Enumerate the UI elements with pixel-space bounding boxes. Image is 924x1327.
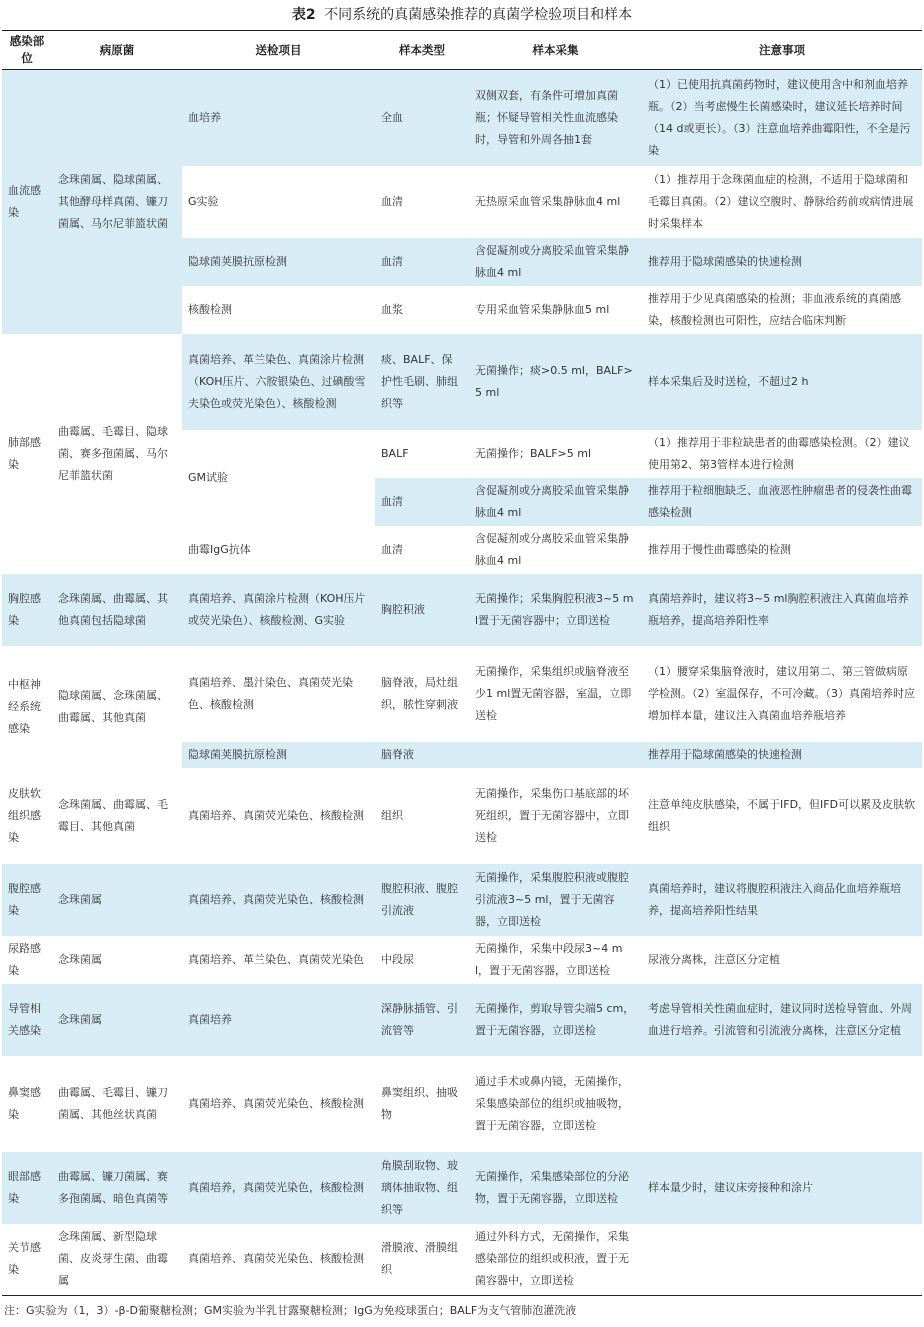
pathogen-cell: 念珠菌属 bbox=[52, 984, 182, 1056]
item-cell: 核酸检测 bbox=[182, 286, 375, 334]
collect-cell: 含促凝剂或分离胶采血管采集静脉血4 ml bbox=[469, 238, 642, 286]
fungal-test-table bbox=[2, 30, 922, 1296]
site-cell: 导管相关感染 bbox=[2, 984, 52, 1056]
note-cell: 推荐用于隐球菌感染的快速检测 bbox=[642, 742, 922, 768]
item-cell: 真菌培养、真菌荧光染色、核酸检测 bbox=[182, 768, 375, 864]
header-pathogen: 病原菌 bbox=[52, 31, 182, 70]
collect-cell: 通过手术或鼻内镜，无菌操作，采集感染部位的组织或抽吸物，置于无菌容器，立即送检 bbox=[469, 1056, 642, 1152]
sample-cell: 角膜刮取物、玻璃体抽取物、组织等 bbox=[375, 1152, 469, 1224]
note-cell: 推荐用于粒细胞缺乏、血液恶性肿瘤患者的侵袭性曲霉感染检测 bbox=[642, 478, 922, 526]
collect-cell: 含促凝剂或分离胶采血管采集静脉血4 ml bbox=[469, 478, 642, 526]
item-cell: G实验 bbox=[182, 166, 375, 238]
collect-cell: 无热原采血管采集静脉血4 ml bbox=[469, 166, 642, 238]
item-cell: 真菌培养、革兰染色、真菌涂片检测（KOH压片、六胺银染色、过碘酸雪夫染色或荧光染色）、核酸检测 bbox=[182, 334, 375, 430]
sample-cell: 中段尿 bbox=[375, 936, 469, 984]
item-cell: 隐球菌荚膜抗原检测 bbox=[182, 742, 375, 768]
note-cell bbox=[642, 1224, 922, 1296]
collect-cell: 无菌操作；采集胸腔积液3~5 ml置于无菌容器中；立即送检 bbox=[469, 574, 642, 646]
sample-cell: 全血 bbox=[375, 70, 469, 166]
sample-cell: 脑脊液，局灶组织，脓性穿刺液 bbox=[375, 646, 469, 742]
table-row bbox=[2, 1152, 922, 1224]
collect-cell: 无菌操作，采集组织或脑脊液至少1 ml置无菌容器，室温，立即送检 bbox=[469, 646, 642, 742]
item-cell: 隐球菌荚膜抗原检测 bbox=[182, 238, 375, 286]
item-cell: 真菌培养、革兰染色、真菌荧光染色 bbox=[182, 936, 375, 984]
sample-cell: 滑膜液、滑膜组织 bbox=[375, 1224, 469, 1296]
sample-cell: 组织 bbox=[375, 768, 469, 864]
collect-cell: 无菌操作，采集腹腔积液或腹腔引流液3~5 ml，置于无菌容器，立即送检 bbox=[469, 864, 642, 936]
header-site: 感染部位 bbox=[2, 31, 52, 70]
collect-cell: 专用采血管采集静脉血5 ml bbox=[469, 286, 642, 334]
pathogen-cell: 念珠菌属、隐球菌属、其他酵母样真菌、镰刀菌属、马尔尼菲篮状菌 bbox=[52, 70, 182, 334]
item-cell: GM试验 bbox=[182, 430, 375, 526]
site-cell: 皮肤软组织感染 bbox=[2, 768, 52, 864]
header-item: 送检项目 bbox=[182, 31, 375, 70]
site-cell: 眼部感染 bbox=[2, 1152, 52, 1224]
site-cell: 鼻窦感染 bbox=[2, 1056, 52, 1152]
table-title-text: 不同系统的真菌感染推荐的真菌学检验项目和样本 bbox=[324, 7, 633, 23]
pathogen-cell: 念珠菌属、曲霉属、毛霉目、其他真菌 bbox=[52, 768, 182, 864]
table-row bbox=[2, 984, 922, 1056]
collect-cell: 无菌操作；BALF>5 ml bbox=[469, 430, 642, 478]
note-cell: 推荐用于隐球菌感染的快速检测 bbox=[642, 238, 922, 286]
site-cell: 中枢神经系统感染 bbox=[2, 646, 52, 768]
table-row bbox=[2, 70, 922, 166]
note-cell: 尿液分离株，注意区分定植 bbox=[642, 936, 922, 984]
pathogen-cell: 念珠菌属、曲霉属、其他真菌包括隐球菌 bbox=[52, 574, 182, 646]
note-cell: （1）腰穿采集脑脊液时，建议用第二、第三管做病原学检测。（2）室温保存，不可冷藏。（3）真菌培养时应增加样本量，建议注入真菌血培养瓶培养 bbox=[642, 646, 922, 742]
collect-cell: 无菌操作，剪取导管尖端5 cm，置于无菌容器，立即送检 bbox=[469, 984, 642, 1056]
sample-cell: 血清 bbox=[375, 238, 469, 286]
pathogen-cell: 隐球菌属、念珠菌属、曲霉属、其他真菌 bbox=[52, 646, 182, 768]
note-cell: 推荐用于少见真菌感染的检测；非血液系统的真菌感染，核酸检测也可阳性，应结合临床判断 bbox=[642, 286, 922, 334]
sample-cell: 鼻窦组织、抽吸物 bbox=[375, 1056, 469, 1152]
sample-cell: 血浆 bbox=[375, 286, 469, 334]
item-cell: 真菌培养 bbox=[182, 984, 375, 1056]
sample-cell: 血清 bbox=[375, 478, 469, 526]
table-row bbox=[2, 1056, 922, 1152]
collect-cell: 无菌操作；痰>0.5 ml，BALF>5 ml bbox=[469, 334, 642, 430]
note-cell: 样本量少时，建议床旁接种和涂片 bbox=[642, 1152, 922, 1224]
item-cell: 真菌培养、真菌荧光染色、核酸检测 bbox=[182, 1224, 375, 1296]
site-cell: 胸腔感染 bbox=[2, 574, 52, 646]
pathogen-cell: 曲霉属、镰刀菌属、赛多孢菌属、暗色真菌等 bbox=[52, 1152, 182, 1224]
table-title bbox=[0, 0, 924, 30]
item-cell: 真菌培养、真菌涂片检测（KOH压片或荧光染色）、核酸检测、G实验 bbox=[182, 574, 375, 646]
item-cell: 真菌培养、墨汁染色、真菌荧光染色、核酸检测 bbox=[182, 646, 375, 742]
site-cell: 关节感染 bbox=[2, 1224, 52, 1296]
sample-cell: 腹腔积液、腹腔引流液 bbox=[375, 864, 469, 936]
collect-cell: 通过外科方式，无菌操作，采集感染部位的组织或积液，置于无菌容器中，立即送检 bbox=[469, 1224, 642, 1296]
sample-cell: 脑脊液 bbox=[375, 742, 469, 768]
table-row bbox=[2, 864, 922, 936]
sample-cell: 痰、BALF、保护性毛刷、肺组织等 bbox=[375, 334, 469, 430]
sample-cell: 血清 bbox=[375, 526, 469, 574]
collect-cell: 无菌操作，采集中段尿3~4 ml，置于无菌容器，立即送检 bbox=[469, 936, 642, 984]
item-cell: 血培养 bbox=[182, 70, 375, 166]
collect-cell: 无菌操作，采集感染部位的分泌物，置于无菌容器，立即送检 bbox=[469, 1152, 642, 1224]
table-row bbox=[2, 768, 922, 864]
note-cell: 推荐用于慢性曲霉感染的检测 bbox=[642, 526, 922, 574]
header-sample-collection: 样本采集 bbox=[469, 31, 642, 70]
note-cell: 考虑导管相关性菌血症时，建议同时送检导管血、外周血进行培养。引流管和引流液分离株，注意区分定植 bbox=[642, 984, 922, 1056]
collect-cell bbox=[469, 742, 642, 768]
sample-cell: BALF bbox=[375, 430, 469, 478]
note-cell: 真菌培养时，建议将腹腔积液注入商品化血培养瓶培养，提高培养阳性结果 bbox=[642, 864, 922, 936]
collect-cell: 含促凝剂或分离胶采血管采集静脉血4 ml bbox=[469, 526, 642, 574]
note-cell: 真菌培养时，建议将3~5 ml胸腔积液注入真菌血培养瓶培养，提高培养阳性率 bbox=[642, 574, 922, 646]
item-cell: 真菌培养、真菌荧光染色、核酸检测 bbox=[182, 864, 375, 936]
sample-cell: 深静脉插管、引流管等 bbox=[375, 984, 469, 1056]
pathogen-cell: 念珠菌属 bbox=[52, 936, 182, 984]
site-cell: 血流感染 bbox=[2, 70, 52, 334]
pathogen-cell: 念珠菌属 bbox=[52, 864, 182, 936]
pathogen-cell: 曲霉属、毛霉目、隐球菌、赛多孢菌属、马尔尼菲篮状菌 bbox=[52, 334, 182, 574]
header-notes: 注意事项 bbox=[642, 31, 922, 70]
header-sample-type: 样本类型 bbox=[375, 31, 469, 70]
collect-cell: 双侧双套，有条件可增加真菌瓶；怀疑导管相关性血流感染时，导管和外周各抽1套 bbox=[469, 70, 642, 166]
site-cell: 肺部感染 bbox=[2, 334, 52, 574]
note-cell: （1）推荐用于非粒缺患者的曲霉感染检测。（2）建议使用第2、第3管样本进行检测 bbox=[642, 430, 922, 478]
table-row bbox=[2, 334, 922, 430]
item-cell: 真菌培养、真菌荧光染色、核酸检测 bbox=[182, 1056, 375, 1152]
site-cell: 腹腔感染 bbox=[2, 864, 52, 936]
sample-cell: 血清 bbox=[375, 166, 469, 238]
site-cell: 尿路感染 bbox=[2, 936, 52, 984]
note-cell bbox=[642, 1056, 922, 1152]
pathogen-cell: 念珠菌属、新型隐球菌、皮炎芽生菌、曲霉属 bbox=[52, 1224, 182, 1296]
sample-cell: 胸腔积液 bbox=[375, 574, 469, 646]
item-cell: 真菌培养，真菌荧光染色，核酸检测 bbox=[182, 1152, 375, 1224]
table-header-row bbox=[2, 31, 922, 70]
table-row bbox=[2, 1224, 922, 1296]
note-cell: （1）推荐用于念珠菌血症的检测，不适用于隐球菌和毛霉目真菌。（2）建议空腹时、静脉给药前或病情进展时采集样本 bbox=[642, 166, 922, 238]
collect-cell: 无菌操作，采集伤口基底部的坏死组织，置于无菌容器中，立即送检 bbox=[469, 768, 642, 864]
note-cell: （1）已使用抗真菌药物时，建议使用含中和剂血培养瓶。（2）当考虑慢生长菌感染时，建议延长培养时间（14 d或更长）。（3）注意血培养曲霉阳性，不全是污染 bbox=[642, 70, 922, 166]
table-row bbox=[2, 936, 922, 984]
table-row bbox=[2, 646, 922, 742]
pathogen-cell: 曲霉属、毛霉目、镰刀菌属、其他丝状真菌 bbox=[52, 1056, 182, 1152]
table-row bbox=[2, 574, 922, 646]
note-cell: 注意单纯皮肤感染，不属于IFD，但IFD可以累及皮肤软组织 bbox=[642, 768, 922, 864]
table-number: 表2 bbox=[291, 7, 316, 23]
note-cell: 样本采集后及时送检，不超过2 h bbox=[642, 334, 922, 430]
item-cell: 曲霉IgG抗体 bbox=[182, 526, 375, 574]
table-footnote: 注：G实验为（1，3）-β-D葡聚糖检测；GM实验为半乳甘露聚糖检测；IgG为免疫球蛋白；BALF为支气管肺泡灌洗液 bbox=[4, 1304, 577, 1317]
